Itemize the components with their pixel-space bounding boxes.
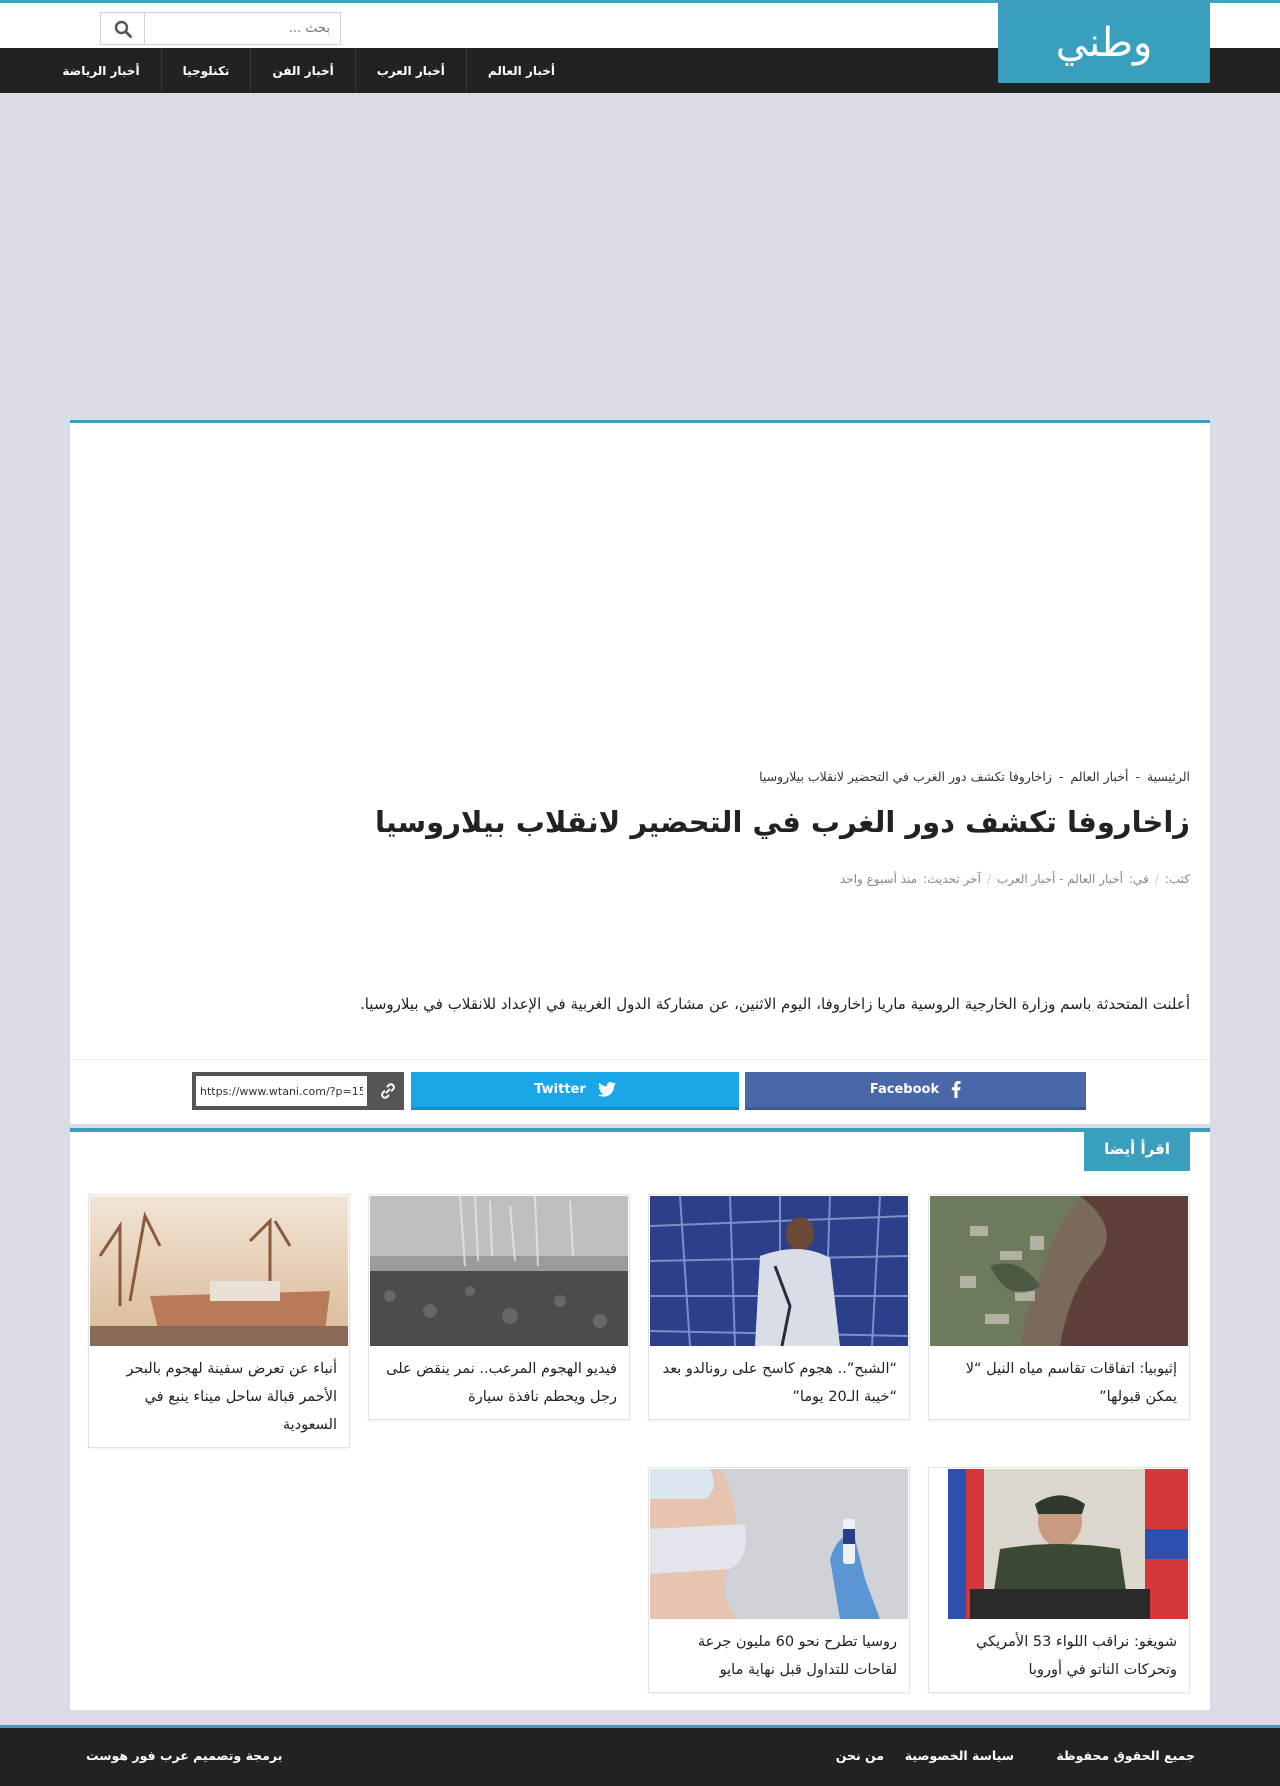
related-caption[interactable]: إثيوبيا: اتفاقات تقاسم مياه النيل “لا يمكن قبولها” [965,1361,1177,1405]
nav-item-technology[interactable]: تكنلوجيا [161,48,251,93]
related-thumbnail [370,1196,628,1346]
related-caption[interactable]: “الشبح”.. هجوم كاسح على رونالدو بعد “خيبة الـ20 يوما” [662,1361,897,1405]
article-meta: كتب: / في: أخبار العالم - أخبار العرب / آخر تحديث: منذ أسبوع واحد [839,872,1190,886]
facebook-share-label: Facebook [869,1082,940,1097]
article-body: أعلنت المتحدثة باسم وزارة الخارجية الروسية ماريا زاخاروفا، اليوم الاثنين، عن مشاركة الدول الغربية في الإعداد للانقلاب في بيلاروسيا. [359,995,1190,1013]
related-thumbnail [930,1469,1188,1619]
nav-item-world-news[interactable]: أخبار العالم [466,48,576,93]
nav-item-sports-news[interactable]: أخبار الرياضة [62,63,140,78]
share-bar [70,1059,1210,1127]
breadcrumb-separator: - [1058,769,1064,784]
related-caption[interactable]: روسيا تطرح نحو 60 مليون جرعة لقاحات للتداول قبل نهاية مايو [697,1634,897,1678]
footer-rights: جميع الحقوق محفوظة [1056,1748,1195,1763]
search-box [100,12,341,45]
short-link-input[interactable] [196,1076,367,1106]
related-heading: اقرأ أيضا [1084,1132,1190,1171]
breadcrumb-separator: - [1135,769,1140,784]
logo-text: وطني [1055,19,1153,66]
nav-item-arab-news[interactable]: أخبار العرب [355,48,466,93]
breadcrumb [759,769,1190,784]
updated-label: آخر تحديث: [923,872,981,886]
related-card[interactable] [648,1467,910,1693]
twitter-share-button[interactable] [411,1072,739,1110]
article-card [70,420,1210,1124]
footer-privacy-link[interactable]: سياسة الخصوصية [904,1748,1014,1763]
link-icon [379,1082,397,1100]
twitter-icon [598,1082,616,1097]
related-thumbnail [90,1196,348,1346]
updated-value: منذ أسبوع واحد [839,872,918,886]
in-label: في: [1129,872,1149,886]
related-card[interactable] [648,1194,910,1420]
site-logo[interactable] [998,2,1210,83]
related-card[interactable] [368,1194,630,1420]
author-label: كتب: [1164,872,1190,886]
related-caption[interactable]: أنباء عن تعرض سفينة لهجوم بالبحر الأحمر قبالة ساحل ميناء ينبع في السعودية [126,1361,337,1433]
footer-about-link[interactable]: من نحن [835,1748,884,1763]
breadcrumb-home[interactable]: الرئيسية [1146,769,1190,784]
search-icon [114,20,132,38]
breadcrumb-current: زاخاروفا تكشف دور الغرب في التحضير لانقلاب بيلاروسيا [759,769,1052,784]
twitter-share-label: Twitter [534,1082,586,1097]
nav-list [41,48,576,93]
facebook-icon [951,1081,961,1098]
site-footer [0,1725,1280,1786]
breadcrumb-category[interactable]: أخبار العالم [1070,769,1129,784]
related-thumbnail [930,1196,1188,1346]
facebook-share-button[interactable] [745,1072,1086,1110]
footer-credit[interactable]: برمجة وتصميم عرب فور هوست [86,1748,283,1763]
related-caption[interactable]: فيديو الهجوم المرعب.. نمر ينقض على رجل ويحطم نافذة سيارة [386,1361,617,1405]
search-button[interactable] [101,13,145,44]
related-thumbnail [650,1196,908,1346]
short-link-box [192,1072,404,1110]
article-title: زاخاروفا تكشف دور الغرب في التحضير لانقلاب بيلاروسيا [374,805,1190,839]
link-copy-button[interactable] [371,1072,404,1110]
nav-item-art-news[interactable]: أخبار الفن [250,48,354,93]
related-card[interactable] [928,1194,1190,1420]
related-section [70,1128,1210,1710]
related-card[interactable] [928,1467,1190,1693]
article-categories[interactable]: أخبار العالم - أخبار العرب [996,872,1123,886]
related-caption[interactable]: شويغو: نراقب اللواء 53 الأمريكي وتحركات الناتو في أوروبا [976,1634,1177,1678]
related-thumbnail [650,1469,908,1619]
search-input[interactable] [145,13,340,44]
related-card[interactable] [88,1194,350,1448]
